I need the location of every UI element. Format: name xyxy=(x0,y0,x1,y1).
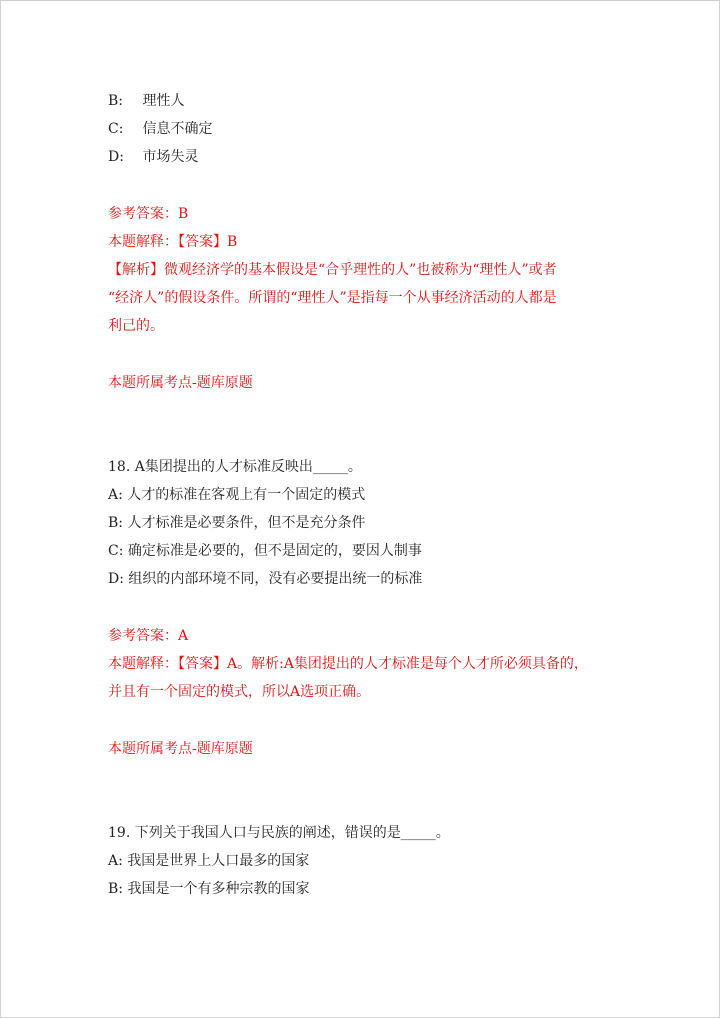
q17-explanation-line-1: 本题解释：【答案】B xyxy=(108,234,238,250)
q18-answer: 参考答案：A xyxy=(108,628,189,644)
q17-option-b-text: 理性人 xyxy=(142,93,185,109)
q17-option-b xyxy=(108,92,184,110)
q19-option-b: B: 我国是一个有多种宗教的国家 xyxy=(108,881,310,897)
q17-option-c xyxy=(108,120,212,138)
q17-explanation-line-3: “经济人”的假设条件。所谓的“理性人”是指每一个从事经济活动的人都是 xyxy=(108,290,557,306)
q17-answer: 参考答案：B xyxy=(108,206,189,222)
q19-stem: 19. 下列关于我国人口与民族的阐述，错误的是_____。 xyxy=(108,825,450,841)
q18-stem: 18. A集团提出的人才标准反映出_____。 xyxy=(108,459,362,475)
q17-option-d xyxy=(108,148,198,166)
q17-option-c-text: 信息不确定 xyxy=(142,121,213,137)
q17-option-d-letter: D: xyxy=(108,149,124,165)
q18-option-d: D: 组织的内部环境不同，没有必要提出统一的标准 xyxy=(108,571,423,587)
q18-explanation-line-2: 并且有一个固定的模式，所以A选项正确。 xyxy=(108,684,371,700)
q17-explanation-line-2: 【解析】微观经济学的基本假设是“合乎理性的人”也被称为“理性人”或者 xyxy=(108,262,557,278)
q18-option-c: C: 确定标准是必要的，但不是固定的，要因人制事 xyxy=(108,543,422,559)
q17-category: 本题所属考点-题库原题 xyxy=(108,375,253,391)
q18-explanation-line-1: 本题解释：【答案】A。解析:A集团提出的人才标准是每个人才所必须具备的， xyxy=(108,656,588,672)
q17-option-b-letter: B: xyxy=(108,93,124,109)
q19-option-a: A: 我国是世界上人口最多的国家 xyxy=(108,853,310,869)
q17-option-c-letter: C: xyxy=(108,121,124,137)
q18-option-b: B: 人才标准是必要条件，但不是充分条件 xyxy=(108,515,366,531)
q17-option-d-text: 市场失灵 xyxy=(142,149,199,165)
q18-option-a: A: 人才的标准在客观上有一个固定的模式 xyxy=(108,487,366,503)
q17-explanation-line-4: 利己的。 xyxy=(108,318,164,334)
q18-category: 本题所属考点-题库原题 xyxy=(108,741,253,757)
